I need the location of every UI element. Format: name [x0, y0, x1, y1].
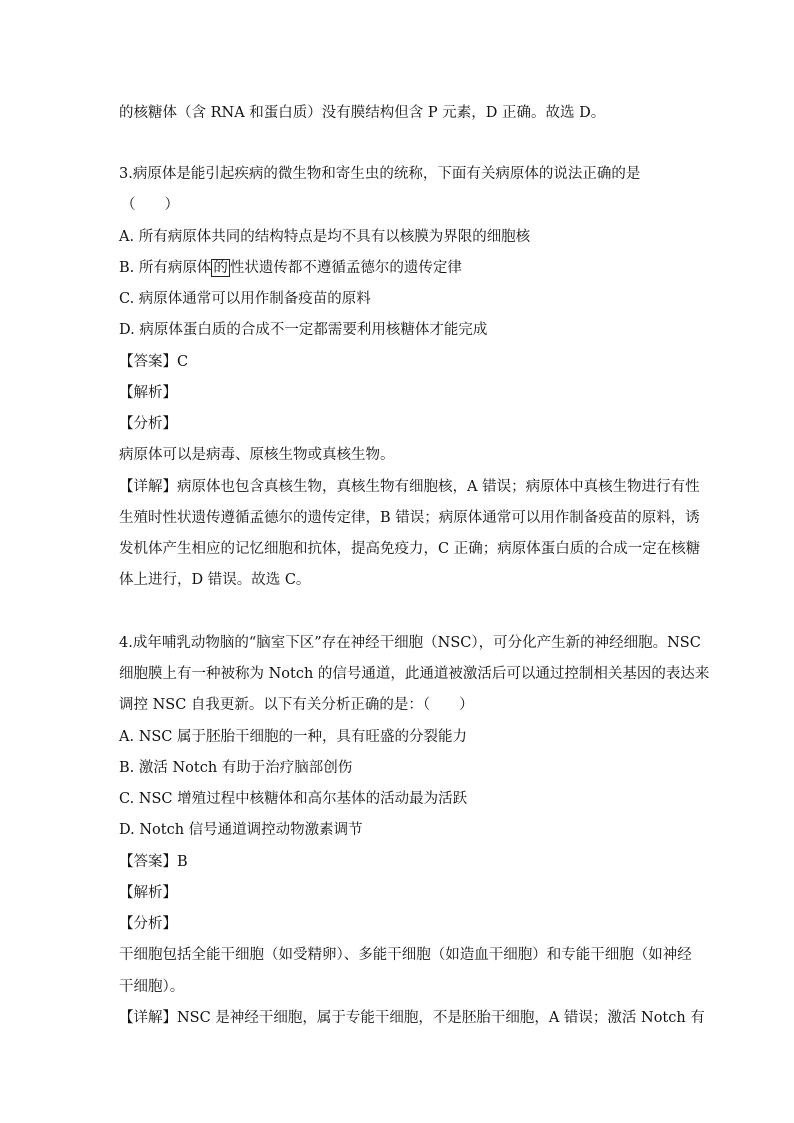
question-4-option-c: C. NSC 增殖过程中核糖体和高尔基体的活动最为活跃 [119, 791, 468, 807]
question-4-stem-2: 细胞膜上有一种被称为 Notch 的信号通道，此通道被激活后可以通过控制相关基因的表达来 [119, 666, 710, 682]
question-4-stem-3: 调控 NSC 自我更新。以下有关分析正确的是：（ ） [119, 697, 474, 713]
question-4-answer: 【答案】B [119, 854, 188, 870]
question-3-option-c: C. 病原体通常可以用作制备疫苗的原料 [119, 291, 371, 307]
option-b-text: B. 所有病原体 [119, 260, 212, 276]
question-4-jiexi: 【解析】 [119, 885, 177, 901]
question-3-fenxi: 【分析】 [119, 416, 177, 432]
question-4-detail-1: 【详解】NSC 是神经干细胞，属于专能干细胞，不是胚胎干细胞，A 错误；激活 Notch 有 [119, 1010, 705, 1026]
question-4-option-b: B. 激活 Notch 有助于治疗脑部创伤 [119, 760, 353, 776]
question-4-fenxi: 【分析】 [119, 916, 177, 932]
question-4-stem-1: 4.成年哺乳动物脑的“脑室下区”存在神经干细胞（NSC），可分化产生新的神经细胞。NSC [119, 635, 701, 651]
question-3-detail-2: 生殖时性状遗传遵循孟德尔的遗传定律，B 错误；病原体通常可以用作制备疫苗的原料，诱 [119, 510, 700, 526]
question-3-jiexi: 【解析】 [119, 385, 177, 401]
question-4-option-d: D. Notch 信号通道调控动物激素调节 [119, 822, 363, 838]
boxed-char: 的 [213, 260, 228, 276]
question-3-detail-1: 【详解】病原体也包含真核生物，真核生物有细胞核，A 错误；病原体中真核生物进行有性 [119, 479, 700, 495]
question-3-option-b [119, 258, 462, 278]
question-4-option-a: A. NSC 属于胚胎干细胞的一种，具有旺盛的分裂能力 [119, 729, 468, 745]
question-3-option-a: A. 所有病原体共同的结构特点是均不具有以核膜为界限的细胞核 [119, 229, 531, 245]
question-3-paren: （ ） [121, 197, 179, 213]
question-3-answer: 【答案】C [119, 354, 189, 370]
question-4-fenxi-text-2: 干细胞）。 [119, 979, 185, 995]
question-3-option-d: D. 病原体蛋白质的合成不一定都需要利用核糖体才能完成 [119, 322, 488, 338]
question-3-detail-3: 发机体产生相应的记忆细胞和抗体，提高免疫力，C 正确；病原体蛋白质的合成一定在核糖 [119, 541, 701, 557]
question-3-stem: 3.病原体是能引起疾病的微生物和寄生虫的统称，下面有关病原体的说法正确的是 [119, 166, 641, 182]
text-line: 的核糖体（含 RNA 和蛋白质）没有膜结构但含 P 元素，D 正确。故选 D。 [119, 105, 606, 121]
question-4-fenxi-text-1: 干细胞包括全能干细胞（如受精卵）、多能干细胞（如造血干细胞）和专能干细胞（如神经 [119, 947, 692, 963]
question-3-detail-4: 体上进行，D 错误。故选 C。 [119, 572, 311, 588]
option-b-text-rest: 性状遗传都不遵循孟德尔的遗传定律 [229, 260, 462, 276]
question-3-fenxi-text: 病原体可以是病毒、原核生物或真核生物。 [119, 447, 395, 463]
